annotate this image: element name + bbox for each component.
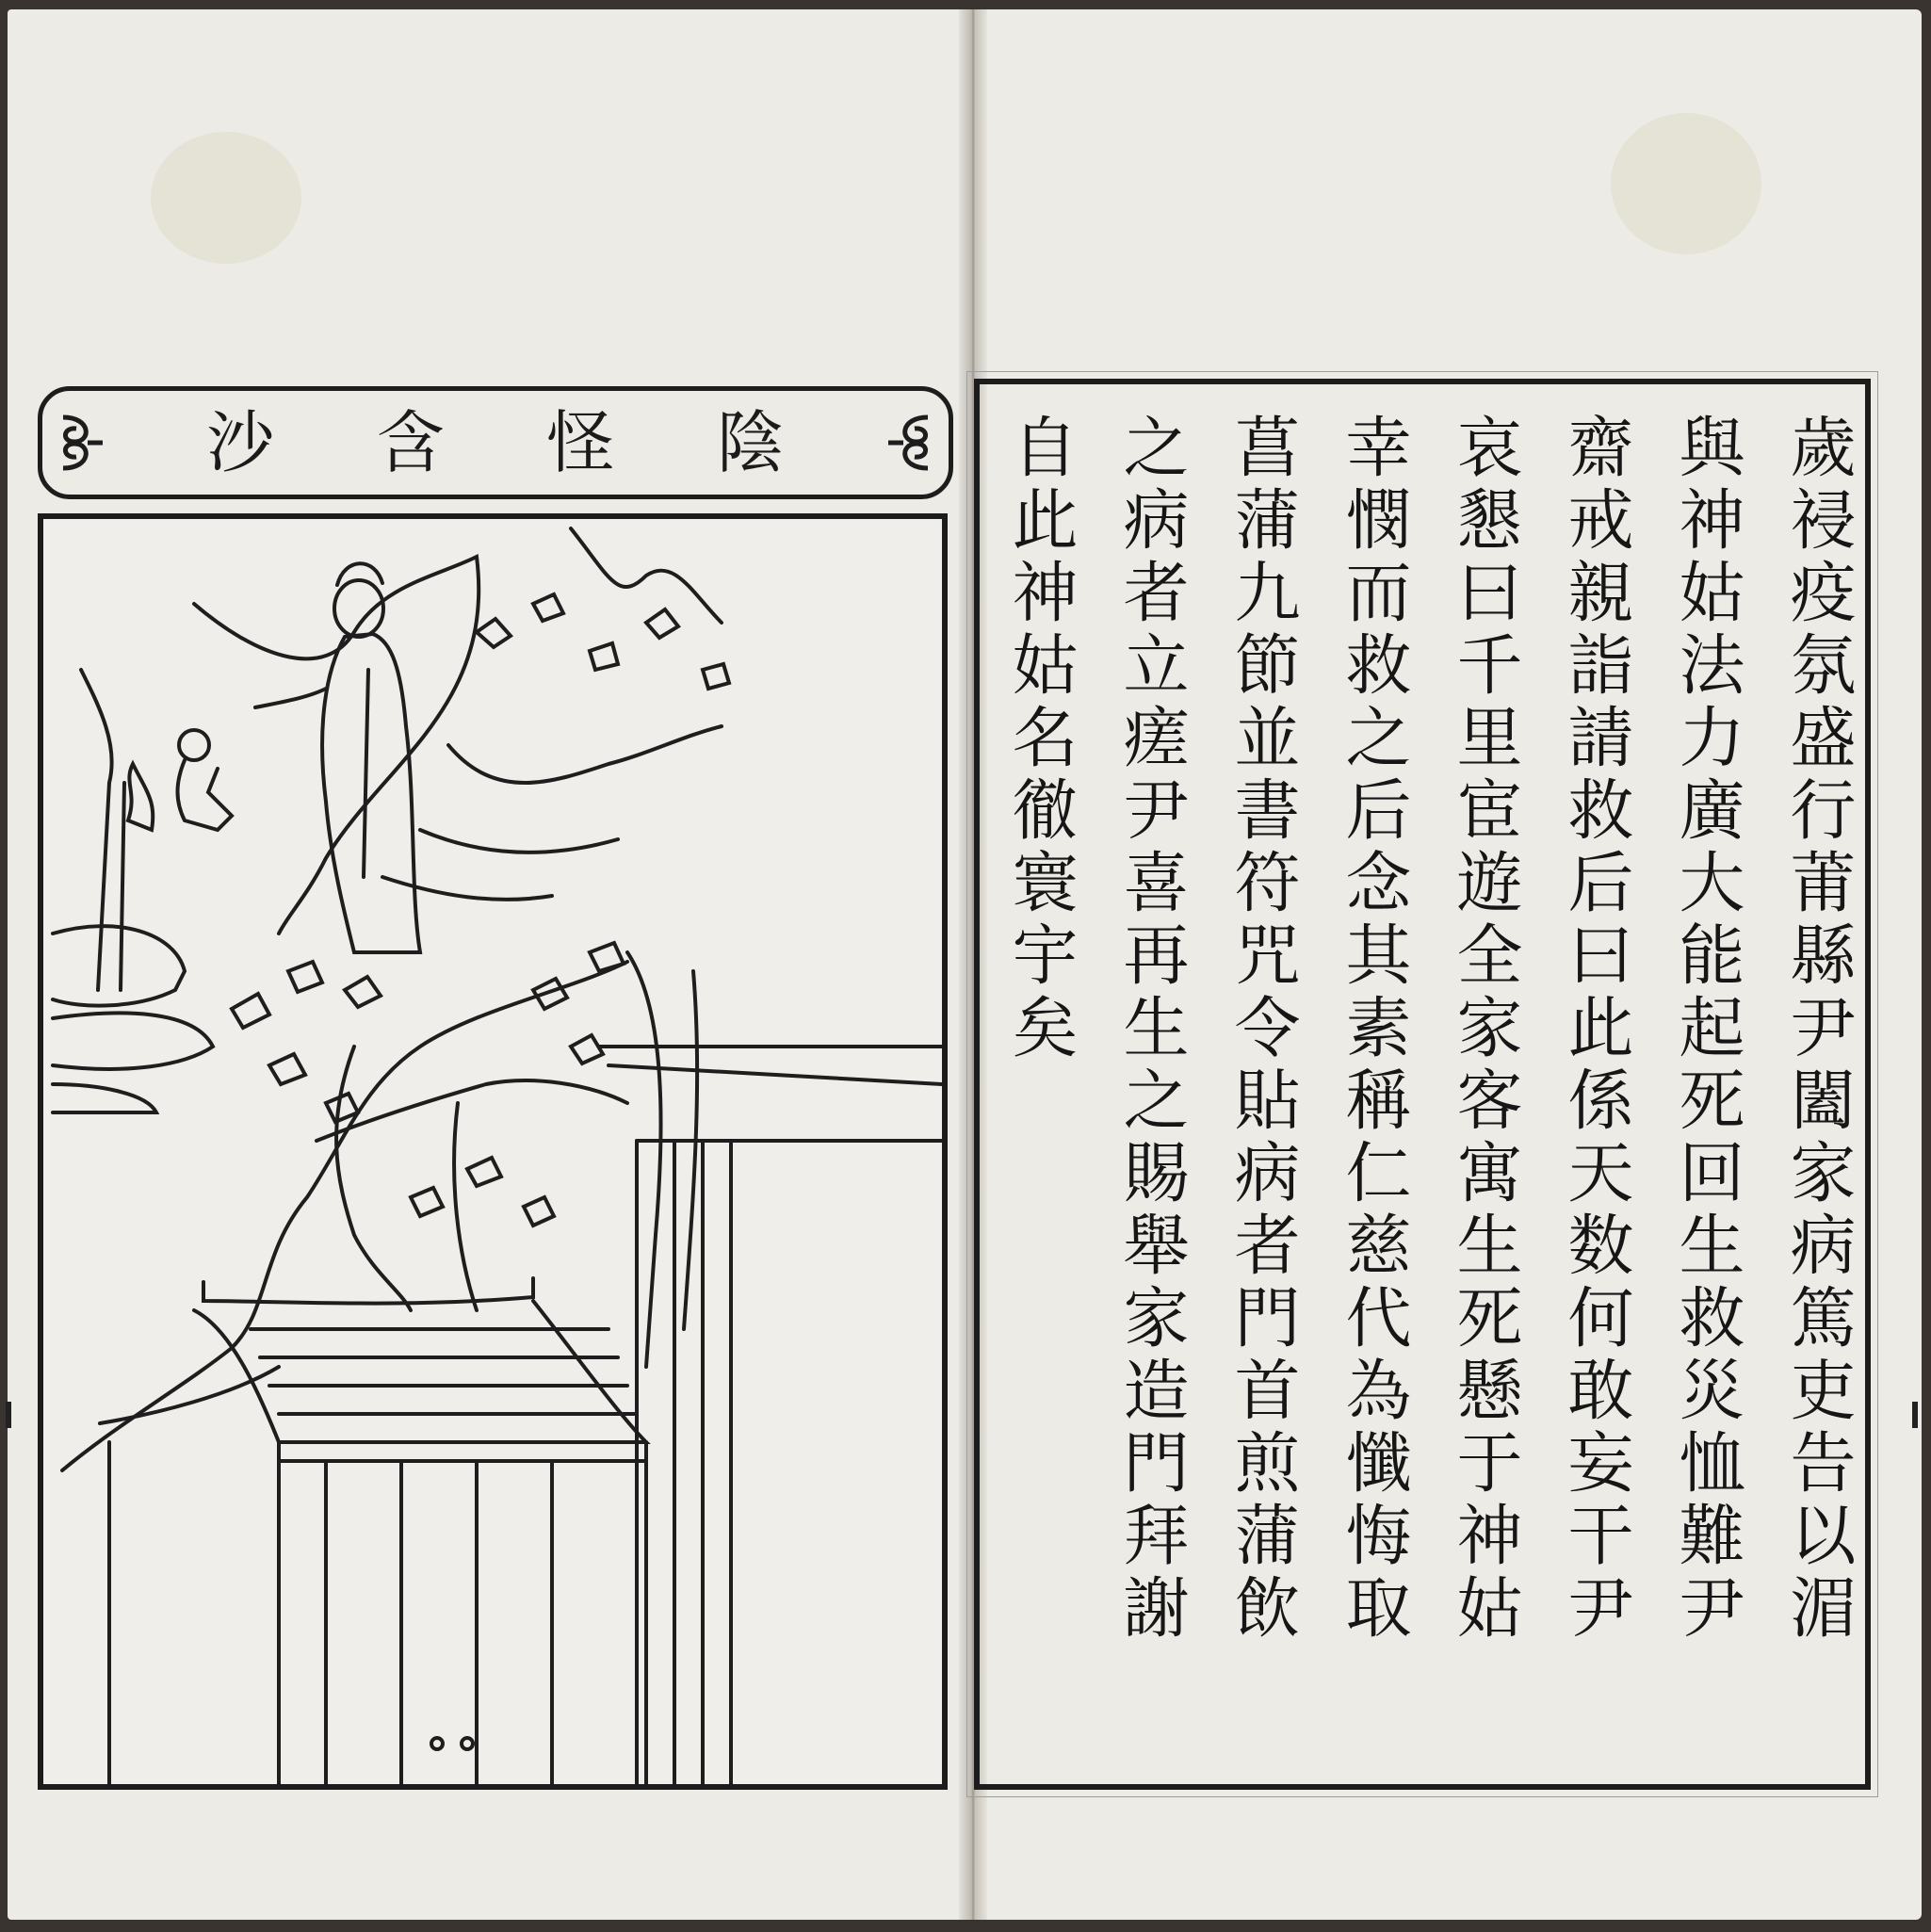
title-char: 沙 — [206, 403, 275, 482]
page-edge-mark — [6, 1402, 11, 1428]
page-edge-mark — [1912, 1402, 1918, 1428]
text-column: 與神姑法力廣大能起死回生救災恤難尹 — [1668, 413, 1745, 1646]
illustration-drawing — [43, 519, 942, 1784]
text-column: 齋戒親詣請救后曰此係天数何敢妄干尹 — [1557, 413, 1634, 1646]
text-column-frame — [974, 379, 1871, 1790]
text-column: 菖蒲九節並書符咒令貼病者門首煎蒲飲 — [1224, 413, 1301, 1646]
title-char: 怪 — [546, 403, 615, 482]
paper-stain — [151, 132, 301, 264]
woodblock-illustration — [38, 513, 948, 1790]
paper-stain — [1611, 113, 1761, 254]
text-column: 幸憫而救之后念其素稱仁慈代為懺悔取 — [1335, 413, 1412, 1646]
scroll-ornament-icon — [54, 408, 106, 478]
text-column: 歲祲疫氛盛行莆縣尹闔家病篤吏告以湄 — [1779, 413, 1857, 1646]
text-column: 之病者立瘥尹喜再生之賜舉家造門拜謝 — [1112, 413, 1190, 1646]
text-column: 哀懇曰千里宦遊全家客寓生死懸于神姑 — [1446, 413, 1523, 1646]
text-columns — [997, 384, 1861, 1778]
illustration-title-cartouche — [38, 386, 953, 499]
title-char: 陰 — [716, 403, 785, 482]
text-column: 自此神姑名徹寰宇矣 — [1001, 413, 1079, 1065]
illustration-title — [155, 400, 836, 485]
title-char: 含 — [376, 403, 445, 482]
scroll-ornament-icon — [884, 408, 937, 478]
